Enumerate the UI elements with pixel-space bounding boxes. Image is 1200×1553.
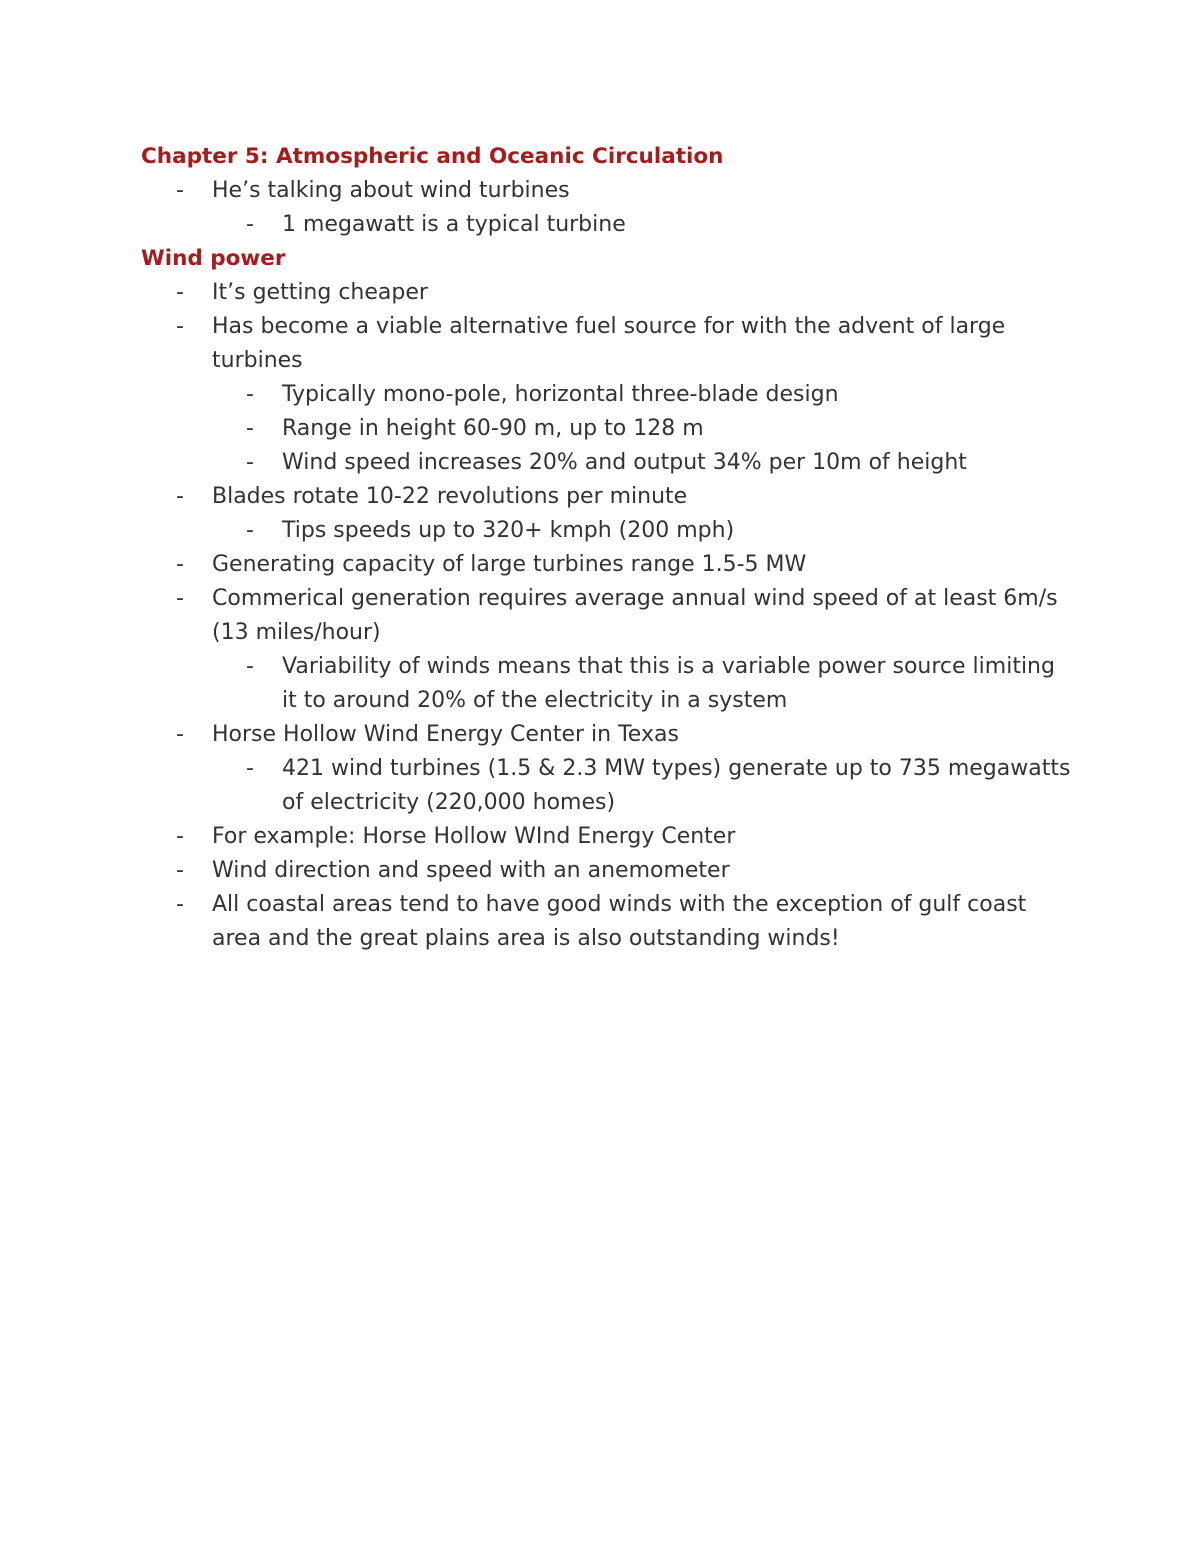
bullet-dash: -	[246, 756, 254, 781]
list-item-text: Generating capacity of large turbines range 1.5-5 MW	[212, 552, 807, 577]
bullet-dash: -	[176, 280, 184, 305]
document-body	[141, 140, 1081, 956]
bullet-dash: -	[176, 178, 184, 203]
bullet-dash: -	[246, 212, 254, 237]
bullet-dash: -	[176, 722, 184, 747]
bullet-dash: -	[246, 518, 254, 543]
list-item	[141, 752, 1081, 820]
list-item	[141, 854, 1081, 888]
list-item	[141, 650, 1081, 718]
list-item-text: Has become a viable alternative fuel source for with the advent of large turbines	[212, 314, 1006, 373]
list-item	[141, 480, 1081, 514]
list-item	[141, 412, 1081, 446]
bullet-dash: -	[246, 416, 254, 441]
list-item	[141, 174, 1081, 208]
bullet-dash: -	[246, 382, 254, 407]
list-item-text: Range in height 60-90 m, up to 128 m	[282, 416, 704, 441]
chapter-heading: Chapter 5: Atmospheric and Oceanic Circulation	[141, 144, 724, 169]
list-item	[141, 208, 1081, 242]
list-item-text: Tips speeds up to 320+ kmph (200 mph)	[282, 518, 735, 543]
list-item-text: For example: Horse Hollow WInd Energy Center	[212, 824, 736, 849]
list-item	[141, 446, 1081, 480]
section-heading: Wind power	[141, 246, 286, 271]
list-item-text: 1 megawatt is a typical turbine	[282, 212, 626, 237]
list-item	[141, 888, 1081, 956]
list-item-text: Commerical generation requires average annual wind speed of at least 6m/s (13 miles/hour)	[212, 586, 1058, 645]
list-item	[141, 310, 1081, 378]
list-item-text: Horse Hollow Wind Energy Center in Texas	[212, 722, 679, 747]
list-item	[141, 582, 1081, 650]
bullet-dash: -	[176, 484, 184, 509]
bullet-dash: -	[246, 654, 254, 679]
list-item-text: It’s getting cheaper	[212, 280, 428, 305]
list-item-text: 421 wind turbines (1.5 & 2.3 MW types) generate up to 735 megawatts of electricity (220,000 homes)	[282, 756, 1071, 815]
list-item-text: Blades rotate 10-22 revolutions per minute	[212, 484, 688, 509]
list-item	[141, 378, 1081, 412]
list-item	[141, 514, 1081, 548]
bullet-dash: -	[176, 858, 184, 883]
bullet-dash: -	[246, 450, 254, 475]
bullet-dash: -	[176, 314, 184, 339]
list-item-text: Variability of winds means that this is a variable power source limiting it to around 20% of the electricity in a system	[282, 654, 1055, 713]
list-item-text: Wind speed increases 20% and output 34% per 10m of height	[282, 450, 967, 475]
list-item-text: Wind direction and speed with an anemometer	[212, 858, 730, 883]
list-item-text: He’s talking about wind turbines	[212, 178, 570, 203]
list-item-text: All coastal areas tend to have good winds with the exception of gulf coast area and the great plains area is also outstanding winds!	[212, 892, 1027, 951]
list-item	[141, 820, 1081, 854]
bullet-dash: -	[176, 892, 184, 917]
list-item-text: Typically mono-pole, horizontal three-blade design	[282, 382, 839, 407]
bullet-dash: -	[176, 586, 184, 611]
list-item	[141, 276, 1081, 310]
list-item	[141, 718, 1081, 752]
bullet-dash: -	[176, 824, 184, 849]
list-item	[141, 548, 1081, 582]
bullet-dash: -	[176, 552, 184, 577]
